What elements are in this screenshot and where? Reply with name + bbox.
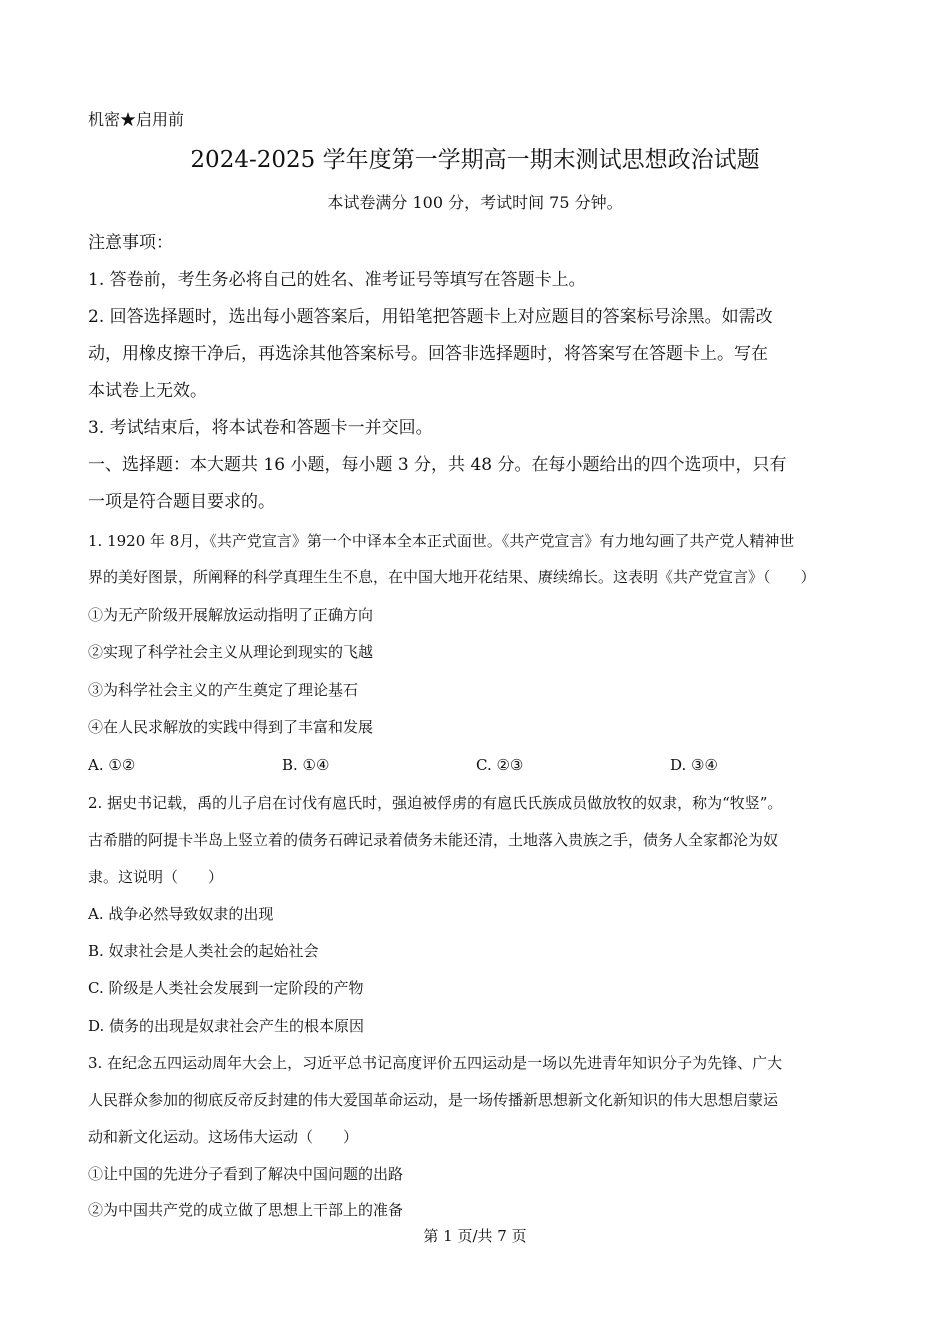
question-2-stem: 古希腊的阿提卡半岛上竖立着的债务石碑记录着债务未能还清，土地落入贵族之手，债务人全家都沦为奴 bbox=[88, 831, 779, 849]
question-1-options bbox=[88, 755, 848, 775]
notice-line: 3. 考试结束后，将本试卷和答题卡一并交回。 bbox=[88, 418, 433, 438]
option-c: C. ②③ bbox=[476, 756, 524, 774]
question-1-statement: ②实现了科学社会主义从理论到现实的飞越 bbox=[88, 643, 374, 661]
question-2-option: D. 债务的出现是奴隶社会产生的根本原因 bbox=[88, 1017, 365, 1035]
notice-line: 2. 回答选择题时，选出每小题答案后，用铅笔把答题卡上对应题目的答案标号涂黑。如需改 bbox=[88, 307, 773, 327]
question-1-statement: ①为无产阶级开展解放运动指明了正确方向 bbox=[88, 606, 374, 624]
question-3-statement: ②为中国共产党的成立做了思想上干部上的准备 bbox=[88, 1201, 404, 1219]
question-1-statement: ③为科学社会主义的产生奠定了理论基石 bbox=[88, 681, 359, 699]
question-1-stem: 1. 1920 年 8月，《共产党宣言》第一个中译本全本正式面世。《共产党宣言》有力地勾画了共产党人精神世 bbox=[88, 532, 795, 550]
question-3-stem: 3. 在纪念五四运动周年大会上，习近平总书记高度评价五四运动是一场以先进青年知识分子为先锋、广大 bbox=[88, 1054, 783, 1072]
page-title: 2024-2025 学年度第一学期高一期末测试思想政治试题 bbox=[190, 147, 760, 173]
question-3-statement: ①让中国的先进分子看到了解决中国问题的出路 bbox=[88, 1165, 404, 1183]
section-heading: 一、选择题：本大题共 16 小题，每小题 3 分，共 48 分。在每小题给出的四个选项中，只有 bbox=[88, 455, 787, 475]
section-heading: 一项是符合题目要求的。 bbox=[88, 492, 275, 512]
exam-subtitle: 本试卷满分 100 分，考试时间 75 分钟。 bbox=[327, 193, 623, 212]
question-2-stem: 2. 据史书记载，禹的儿子启在讨伐有扈氏时，强迫被俘虏的有扈氏氏族成员做放牧的奴隶，称为“牧竖”。 bbox=[88, 794, 783, 812]
page-number: 第 1 页/共 7 页 bbox=[423, 1227, 527, 1245]
option-d: D. ③④ bbox=[670, 756, 718, 774]
question-1-statement: ④在人民求解放的实践中得到了丰富和发展 bbox=[88, 718, 374, 736]
question-2-option: C. 阶级是人类社会发展到一定阶段的产物 bbox=[88, 979, 364, 997]
option-a: A. ①② bbox=[88, 756, 136, 774]
notice-line: 动，用橡皮擦干净后，再选涂其他答案标号。回答非选择题时，将答案写在答题卡上。写在 bbox=[88, 344, 768, 364]
confidential-label: 机密★启用前 bbox=[88, 110, 185, 129]
notice-line: 本试卷上无效。 bbox=[88, 381, 207, 401]
question-3-stem: 动和新文化运动。这场伟大运动（ ） bbox=[88, 1128, 359, 1146]
notice-heading: 注意事项： bbox=[88, 233, 173, 253]
question-3-stem: 人民群众参加的彻底反帝反封建的伟大爱国革命运动，是一场传播新思想新文化新知识的伟大思想启蒙运 bbox=[88, 1091, 779, 1109]
question-1-stem: 界的美好图景，所阐释的科学真理生生不息，在中国大地开花结果、赓续绵长。这表明《共产党宣言》（ ） bbox=[88, 568, 816, 586]
question-2-option: A. 战争必然导致奴隶的出现 bbox=[88, 905, 274, 923]
option-b: B. ①④ bbox=[282, 756, 330, 774]
notice-line: 1. 答卷前，考生务必将自己的姓名、准考证号等填写在答题卡上。 bbox=[88, 270, 586, 290]
question-2-stem: 隶。这说明（ ） bbox=[88, 868, 224, 886]
question-2-option: B. 奴隶社会是人类社会的起始社会 bbox=[88, 942, 319, 960]
